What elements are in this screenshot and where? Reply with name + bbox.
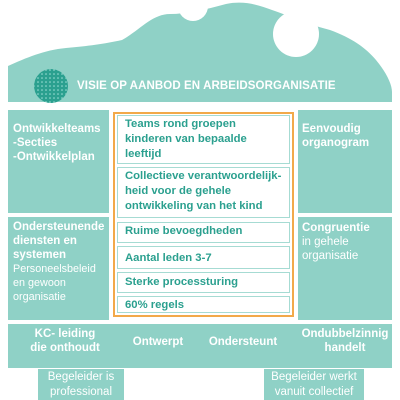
left-mid-line-3: systemen [13,249,67,261]
moon-icon [273,11,319,57]
label-kc-line-1: KC- leiding [34,328,96,340]
center-item-teams-line-1: Teams rond groepen [125,118,236,130]
right-top-line-1: Eenvoudig [302,123,361,135]
label-ondubbelzinnig [295,327,395,355]
tab-right-line-1: Begeleider werkt [271,371,357,383]
tab-left-line-1: Begeleider is [47,371,115,383]
center-item-regels [117,296,290,313]
left-top-cell [8,110,109,213]
center-item-regels-line-1: 60% regels [125,299,185,311]
center-item-collectieve-line-3: ontwikkeling van het kind [125,200,263,212]
center-item-collectieve [117,167,290,218]
right-top-cell [298,110,392,213]
left-mid-cell [8,217,109,320]
dotted-circle-pattern [34,69,68,103]
center-item-teams-line-3: leeftijd [125,148,162,160]
center-item-processturing-line-1: Sterke processturing [125,276,239,288]
left-mid-line-1: Ondersteunende [13,221,105,233]
label-ondersteunt: Ondersteunt [208,336,278,348]
center-item-processturing [117,272,290,293]
tab-right-line-2: vanuit collectief [274,386,354,398]
tab-left-line-2: professional [49,386,112,398]
center-item-teams-line-2: kinderen van bepaalde [125,133,247,145]
tab-begeleider-collectief [264,369,364,400]
label-kc-leiding [10,327,120,355]
label-kc-line-2: die onthoudt [30,342,100,354]
left-top-line-1: Ontwikkelteams [13,123,101,135]
center-item-collectieve-line-2: heid voor de gehele [125,185,232,197]
page-title: VISIE OP AANBOD EN ARBEIDSORGANISATIE [77,80,336,92]
right-mid-line-1: Congruentie [302,222,370,234]
label-ondubbelzinnig-line-2: handelt [324,342,366,354]
left-top-line-3: -Ontwikkelplan [13,151,95,163]
right-top-line-2: organogram [302,137,370,149]
center-item-bevoegdheden [117,222,290,243]
right-mid-line-3: organisatie [302,250,359,262]
left-mid-line-4: Personeelsbeleid [13,263,96,275]
center-item-collectieve-line-1: Collectieve verantwoordelijk- [125,170,282,182]
left-top-line-2: -Secties [13,137,58,149]
center-item-aantal [117,246,290,269]
right-mid-cell [298,217,392,320]
left-mid-line-5: en gewoon [13,277,66,289]
left-mid-line-2: diensten en [13,235,77,247]
label-ontwerpt: Ontwerpt [132,336,184,348]
right-mid-line-2: in gehele [302,236,349,248]
tab-begeleider-professional [38,369,124,400]
center-item-teams [117,115,290,164]
left-mid-line-6: organisatie [13,291,66,303]
label-ondubbelzinnig-line-1: Ondubbelzinnig [301,328,389,340]
center-item-aantal-line-1: Aantal leden 3-7 [125,252,212,264]
center-panel [113,112,294,317]
center-item-bevoegdheden-line-1: Ruime bevoegdheden [125,225,243,237]
